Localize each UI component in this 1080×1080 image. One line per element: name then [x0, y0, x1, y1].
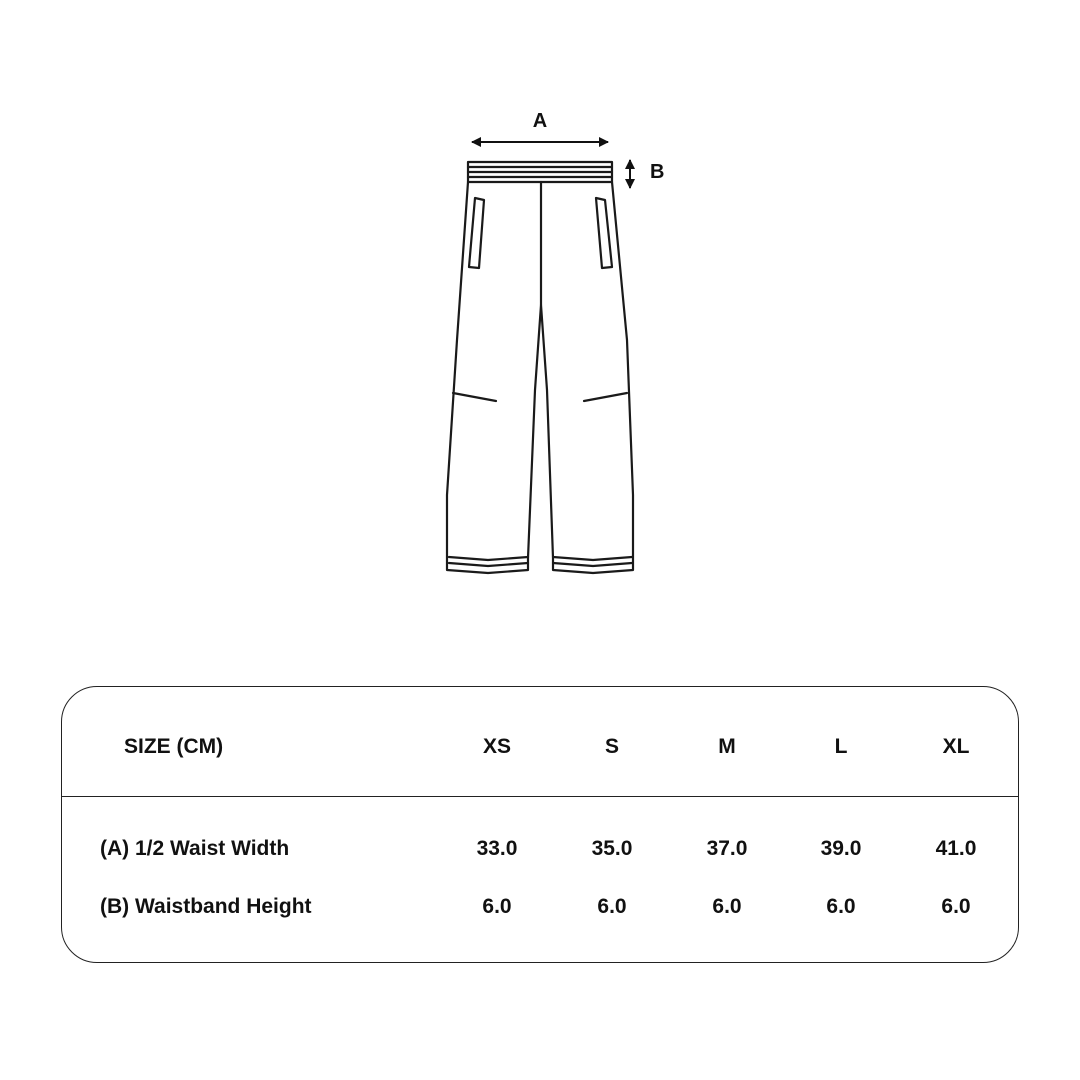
row-label-waistband-height: (B) Waistband Height: [100, 895, 312, 918]
value-cell: 6.0: [712, 895, 742, 918]
left-hem-stripe: [449, 557, 528, 560]
size-header-xs: XS: [482, 735, 511, 758]
right-pocket: [596, 198, 612, 268]
right-hem-stripe: [553, 557, 632, 560]
size-header-xl: XL: [942, 735, 970, 758]
value-cell: 41.0: [935, 837, 977, 860]
size-unit-header: SIZE (CM): [124, 735, 224, 758]
size-header-s: S: [604, 735, 619, 758]
right-hem-stripe: [553, 563, 632, 566]
value-cell: 6.0: [941, 895, 971, 918]
size-header-l: L: [834, 735, 848, 758]
value-cell: 6.0: [597, 895, 627, 918]
size-chart-table: [61, 686, 1019, 963]
dimension-a-label: A: [532, 110, 548, 132]
right-knee-seam: [584, 393, 627, 401]
value-cell: 6.0: [482, 895, 512, 918]
value-cell: 39.0: [820, 837, 862, 860]
left-pocket: [469, 198, 484, 268]
value-cell: 6.0: [826, 895, 856, 918]
table-header-row: [62, 687, 1018, 797]
left-hem-stripe: [449, 563, 528, 566]
row-label-waist-width: (A) 1/2 Waist Width: [100, 837, 290, 860]
size-header-m: M: [718, 735, 736, 758]
left-knee-seam: [453, 393, 496, 401]
value-cell: 35.0: [591, 837, 633, 860]
value-cell: 37.0: [706, 837, 748, 860]
dimension-b-label: B: [650, 161, 665, 183]
value-cell: 33.0: [476, 837, 518, 860]
pants-outline: [447, 162, 633, 573]
